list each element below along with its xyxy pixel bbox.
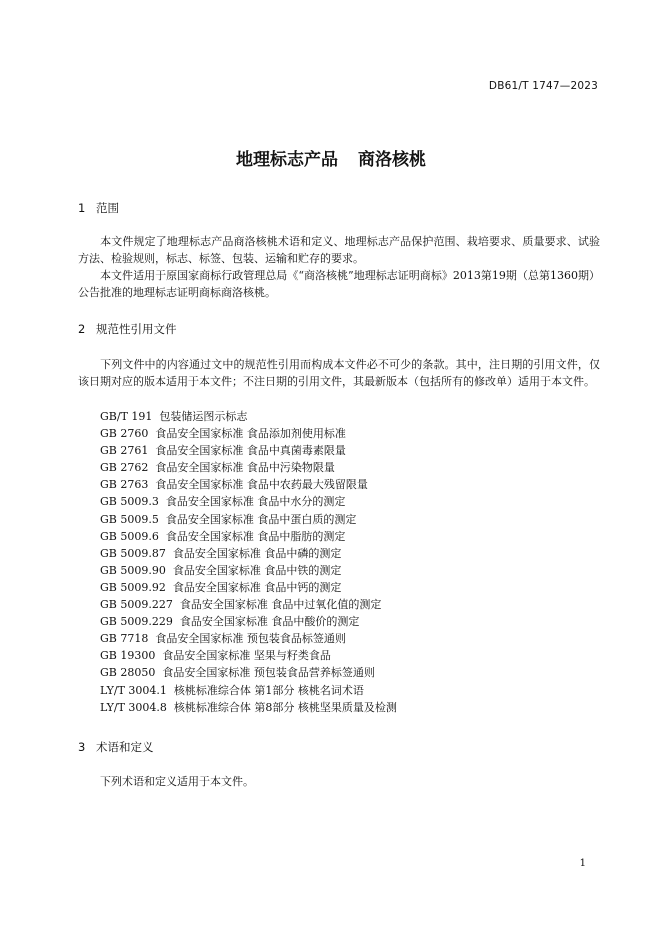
section-number: 1 — [78, 201, 86, 215]
title-part2: 商洛核桃 — [358, 150, 426, 170]
section-number: 2 — [78, 322, 86, 336]
section-2-heading — [78, 321, 177, 337]
page-number: 1 — [579, 858, 586, 869]
section-1-heading — [78, 200, 119, 216]
reference-item: GB 5009.229 食品安全国家标准 食品中酸价的测定 — [100, 615, 360, 629]
reference-item: GB 5009.87 食品安全国家标准 食品中磷的测定 — [100, 546, 342, 560]
reference-item: GB 5009.92 食品安全国家标准 食品中钙的测定 — [100, 580, 342, 594]
reference-item: GB 2761 食品安全国家标准 食品中真菌毒素限量 — [100, 444, 346, 458]
title-part1: 地理标志产品 — [236, 150, 338, 170]
reference-list — [100, 408, 397, 716]
section-2-paragraph-1: 下列文件中的内容通过文中的规范性引用而构成本文件必不可少的条款。其中，注日期的引用文件，仅该日期对应的版本适用于本文件；不注日期的引用文件，其最新版本（包括所有的修改单）适用于本文件。 — [78, 358, 600, 388]
section-3-paragraph-1: 下列术语和定义适用于本文件。 — [100, 775, 254, 788]
reference-item: LY/T 3004.8 核桃标准综合体 第8部分 核桃坚果质量及检测 — [100, 700, 397, 714]
section-number: 3 — [78, 740, 86, 754]
doc-code: DB61/T 1747—2023 — [488, 80, 598, 92]
reference-item: GB 19300 食品安全国家标准 坚果与籽类食品 — [100, 649, 331, 663]
reference-item: GB 2762 食品安全国家标准 食品中污染物限量 — [100, 461, 335, 475]
section-3-heading — [78, 739, 154, 755]
reference-item: LY/T 3004.1 核桃标准综合体 第1部分 核桃名词术语 — [100, 683, 364, 697]
reference-item: GB/T 191 包装储运图示标志 — [100, 410, 248, 423]
reference-item: GB 7718 食品安全国家标准 预包装食品标签通则 — [100, 632, 346, 646]
reference-item: GB 28050 食品安全国家标准 预包装食品营养标签通则 — [100, 666, 375, 680]
reference-item: GB 2760 食品安全国家标准 食品添加剂使用标准 — [100, 427, 346, 441]
reference-item: GB 5009.3 食品安全国家标准 食品中水分的测定 — [100, 495, 346, 509]
reference-item: GB 5009.6 食品安全国家标准 食品中脂肪的测定 — [100, 529, 346, 543]
section-1-paragraph-1: 本文件规定了地理标志产品商洛核桃术语和定义、地理标志产品保护范围、栽培要求、质量要求、试验方法、检验规则，标志、标签、包装、运输和贮存的要求。 — [78, 235, 600, 265]
reference-item: GB 5009.90 食品安全国家标准 食品中铁的测定 — [100, 563, 342, 577]
section-title: 范围 — [96, 201, 119, 215]
section-1-paragraph-2: 本文件适用于原国家商标行政管理总局《“商洛核桃”地理标志证明商标》2013第19期（总第1360期）公告批准的地理标志证明商标商洛核桃。 — [78, 269, 600, 299]
page-title — [0, 145, 662, 170]
reference-item: GB 5009.5 食品安全国家标准 食品中蛋白质的测定 — [100, 512, 357, 526]
section-title: 术语和定义 — [96, 740, 154, 754]
section-title: 规范性引用文件 — [96, 322, 177, 336]
reference-item: GB 5009.227 食品安全国家标准 食品中过氧化值的测定 — [100, 598, 382, 612]
reference-item: GB 2763 食品安全国家标准 食品中农药最大残留限量 — [100, 478, 368, 492]
